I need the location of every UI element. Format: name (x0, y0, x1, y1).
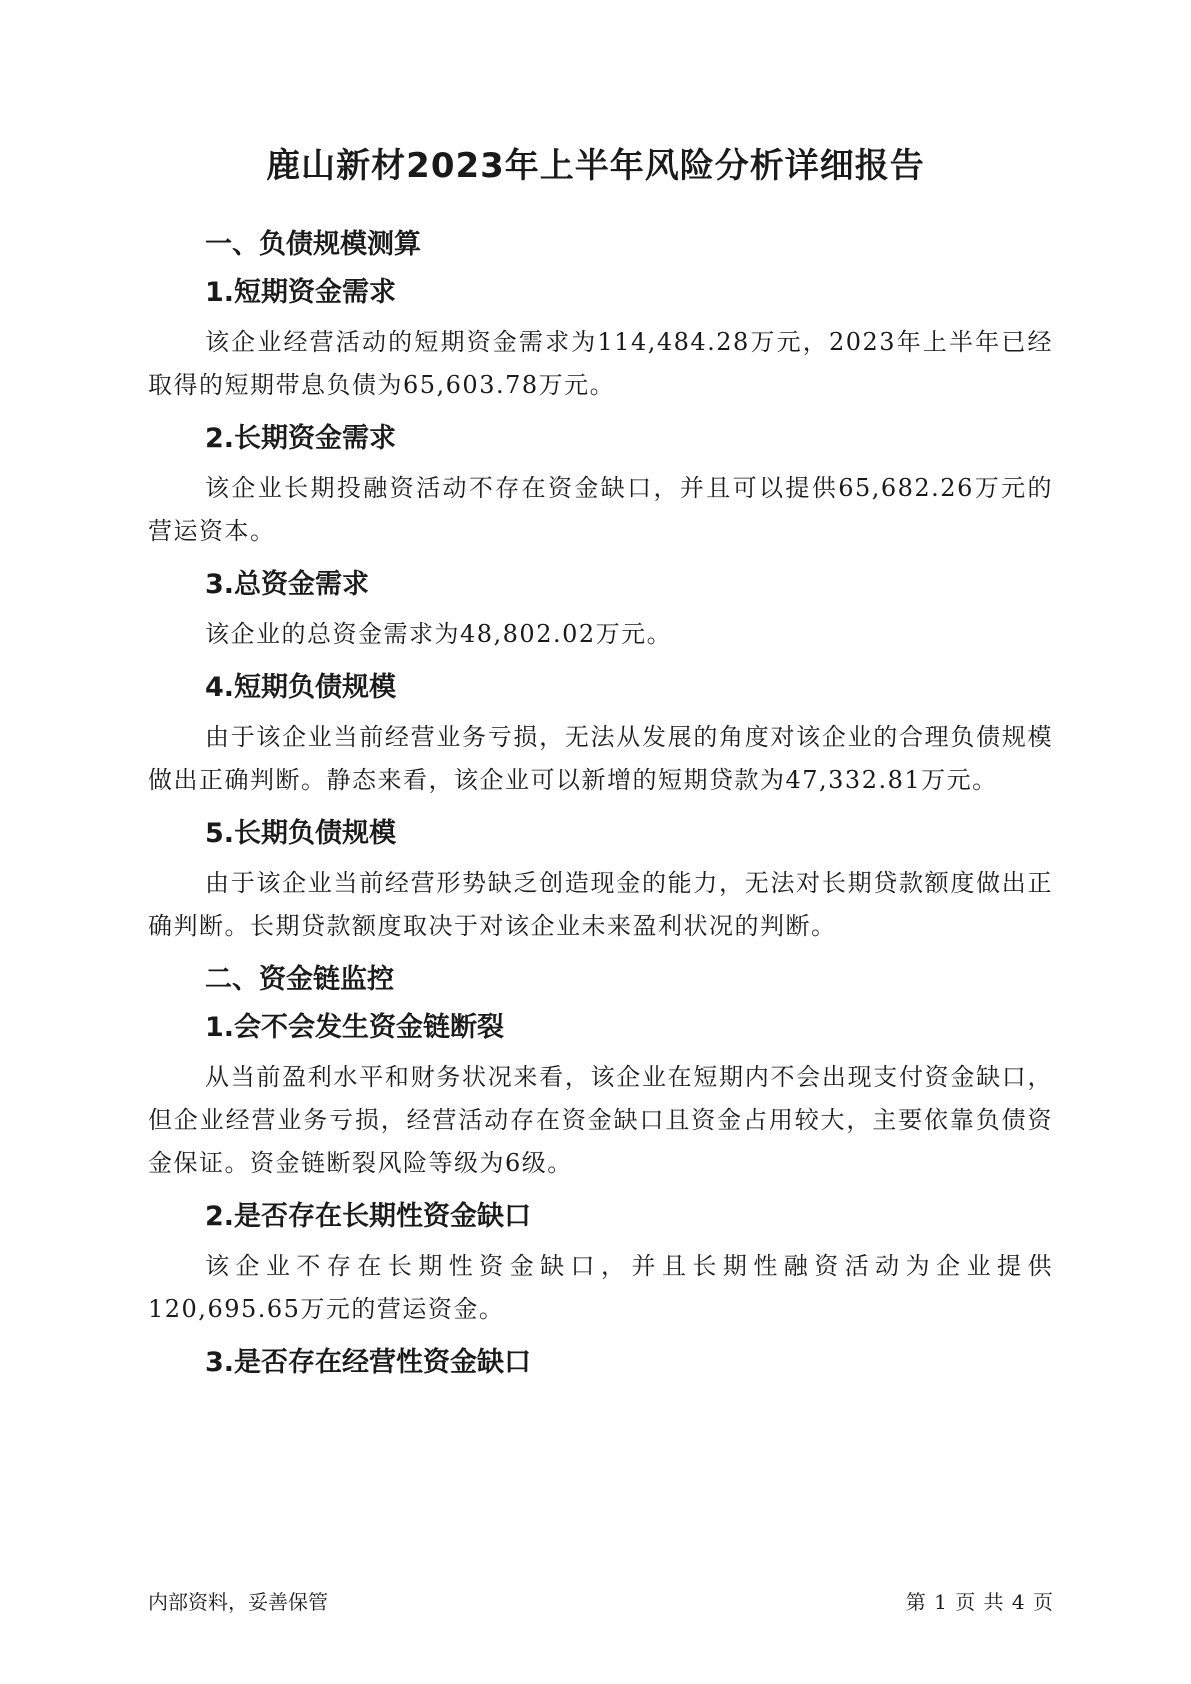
subsection-heading: 1.会不会发生资金链断裂 (205, 1012, 505, 1043)
subsection-heading: 2.长期资金需求 (205, 423, 397, 454)
paragraph: 由于该企业当前经营形势缺乏创造现金的能力，无法对长期贷款额度做出正确判断。长期贷款额度取决于对该企业未来盈利状况的判断。 (148, 869, 1053, 940)
section-1-heading: 一、负债规模测算 (205, 229, 421, 260)
paragraph: 由于该企业当前经营业务亏损，无法从发展的角度对该企业的合理负债规模做出正确判断。静态来看，该企业可以新增的短期贷款为47,332.81万元。 (148, 723, 1053, 794)
report-title: 鹿山新材2023年上半年风险分析详细报告 (266, 146, 925, 186)
paragraph: 从当前盈利水平和财务状况来看，该企业在短期内不会出现支付资金缺口，但企业经营业务亏损，经营活动存在资金缺口且资金占用较大，主要依靠负债资金保证。资金链断裂风险等级为6级。 (148, 1063, 1053, 1177)
subsection-heading: 2.是否存在长期性资金缺口 (205, 1201, 532, 1232)
footer-page-number: 第 1 页 共 4 页 (905, 1590, 1053, 1614)
paragraph: 该企业不存在长期性资金缺口，并且长期性融资活动为企业提供120,695.65万元的营运资金。 (148, 1252, 1053, 1323)
subsection-heading: 3.总资金需求 (205, 569, 370, 600)
subsection-heading: 5.长期负债规模 (205, 818, 397, 849)
paragraph: 该企业长期投融资活动不存在资金缺口，并且可以提供65,682.26万元的营运资本。 (148, 474, 1053, 545)
subsection-heading: 4.短期负债规模 (205, 672, 397, 703)
section-2-heading: 二、资金链监控 (205, 964, 394, 995)
subsection-heading: 3.是否存在经营性资金缺口 (205, 1347, 532, 1378)
report-body (148, 225, 1053, 1391)
paragraph: 该企业经营活动的短期资金需求为114,484.28万元，2023年上半年已经取得的短期带息负债为65,603.78万元。 (148, 328, 1053, 399)
footer-confidential-note: 内部资料，妥善保管 (148, 1590, 328, 1614)
paragraph: 该企业的总资金需求为48,802.02万元。 (205, 620, 673, 648)
subsection-heading: 1.短期资金需求 (205, 277, 397, 308)
